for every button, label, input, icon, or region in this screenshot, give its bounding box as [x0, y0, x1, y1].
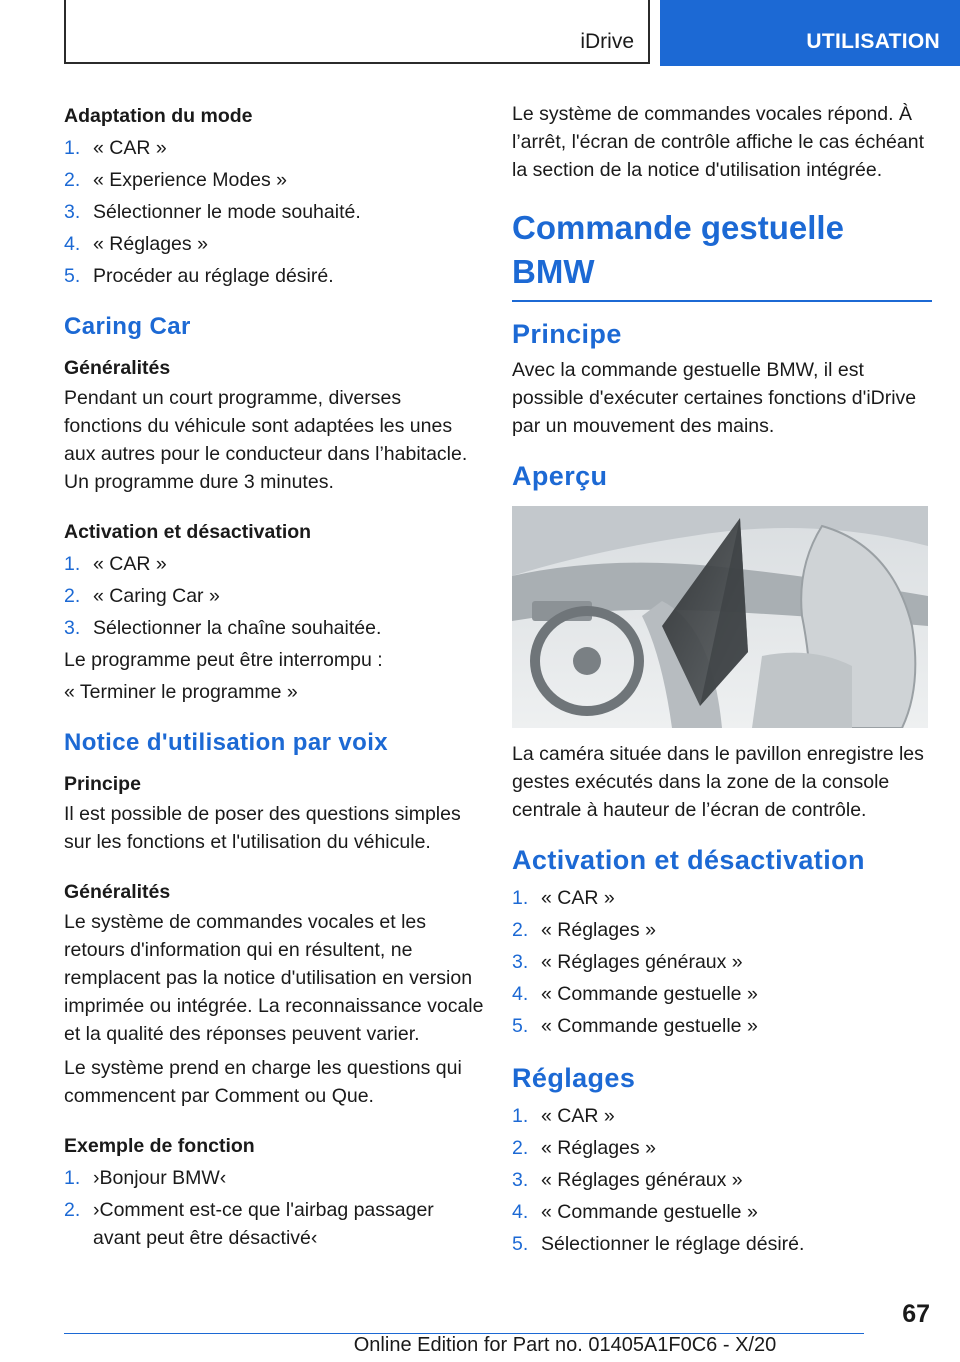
caring-car-heading: Caring Car [64, 313, 191, 340]
general-heading: Généralités [64, 357, 171, 379]
list-item: 2. « Réglages » [512, 1137, 656, 1159]
list-item: 4. « Commande gestuelle » [512, 983, 758, 1005]
list-item: 1. « CAR » [512, 1105, 615, 1127]
right-column [512, 100, 932, 1260]
general-text: Pendant un court programme, diverses fonctions du véhicule sont adaptées les unes aux autres pour le conducteur dans l’habitacle. Un programme dure 3 minutes. [64, 387, 468, 493]
principle-heading-right: Principe [512, 319, 622, 349]
footer-edition: Online Edition for Part no. 01405A1F0C6 - X/20 [353, 1334, 777, 1356]
intro-text: Le système de commandes vocales répond. À l’arrêt, l'écran de contrôle affiche le cas échéant la section de la notice d'utilisation intégrée. [512, 103, 925, 181]
car-interior-illustration [512, 506, 928, 728]
stop-text: Le programme peut être interrompu : [64, 649, 383, 671]
car-interior-illustration-svg [512, 506, 928, 728]
list-item: 2. ›Comment est-ce que l'airbag passager avant peut être désactivé‹ [64, 1199, 434, 1249]
list-item: 5. « Commande gestuelle » [512, 1015, 758, 1037]
list-item: 2. « Réglages » [512, 919, 656, 941]
list-item: 5. Procéder au réglage désiré. [64, 265, 334, 287]
general-text-3: Le système prend en charge les questions qui commencent par Comment ou Que. [64, 1057, 462, 1107]
section-label: iDrive [580, 30, 634, 53]
activation-heading-right: Activation et désactivation [512, 845, 865, 875]
principle-heading: Principe [64, 773, 141, 795]
list-item: 3. « Réglages généraux » [512, 1169, 743, 1191]
list-item: 2. « Caring Car » [64, 585, 220, 607]
principle-text: Il est possible de poser des questions simples sur les fonctions et l'utilisation du véhicule. [64, 803, 461, 853]
list-item: 1. « CAR » [64, 553, 167, 575]
section-header-box [64, 0, 650, 64]
activation-steps [64, 548, 484, 644]
general-text-2: Le système de commandes vocales et les retours d'information qui en résultent, ne remplacent pas la notice d'utilisation en version imprimée ou intégrée. La reconnaissance vocale et la qualité des réponses peuvent varier. [64, 911, 484, 1045]
page-header [0, 0, 960, 66]
list-item: 2. « Experience Modes » [64, 169, 288, 191]
chapter-tab [660, 0, 960, 66]
activation-steps-right [512, 882, 932, 1042]
list-item: 5. Sélectionner le réglage désiré. [512, 1233, 805, 1255]
voice-manual-heading: Notice d'utilisation par voix [64, 729, 389, 756]
list-item: 1. ›Bonjour BMW‹ [64, 1167, 227, 1189]
stop-command: « Terminer le programme » [64, 681, 298, 703]
list-item: 1. « CAR » [64, 137, 167, 159]
list-item: 3. Sélectionner la chaîne souhaitée. [64, 617, 382, 639]
settings-steps [512, 1100, 932, 1260]
mode-heading: Adaptation du mode [64, 105, 253, 127]
chapter-heading: Commande gestuelle BMW [512, 206, 932, 302]
principle-text-right: Avec la commande gestuelle BMW, il est possible d'exécuter certaines fonctions d'iDrive par un mouvement des mains. [512, 359, 917, 437]
page-number: 67 [902, 1300, 930, 1328]
list-item: 3. « Réglages généraux » [512, 951, 743, 973]
list-item: 4. « Commande gestuelle » [512, 1201, 758, 1223]
settings-heading: Réglages [512, 1063, 636, 1093]
list-item: 3. Sélectionner le mode souhaité. [64, 201, 361, 223]
left-column [64, 100, 484, 1254]
figure-caption: La caméra située dans le pavillon enregistre les gestes exécutés dans la zone de la console centrale à hauteur de l’écran de contrôle. [512, 743, 924, 821]
list-item: 4. « Réglages » [64, 233, 208, 255]
activation-heading: Activation et désactivation [64, 521, 312, 543]
general-heading-2: Généralités [64, 881, 171, 903]
example-heading: Exemple de fonction [64, 1135, 255, 1157]
overview-heading: Aperçu [512, 461, 608, 491]
example-steps [64, 1162, 484, 1254]
list-item: 1. « CAR » [512, 887, 615, 909]
mode-steps [64, 132, 484, 292]
chapter-label: UTILISATION [806, 30, 940, 53]
